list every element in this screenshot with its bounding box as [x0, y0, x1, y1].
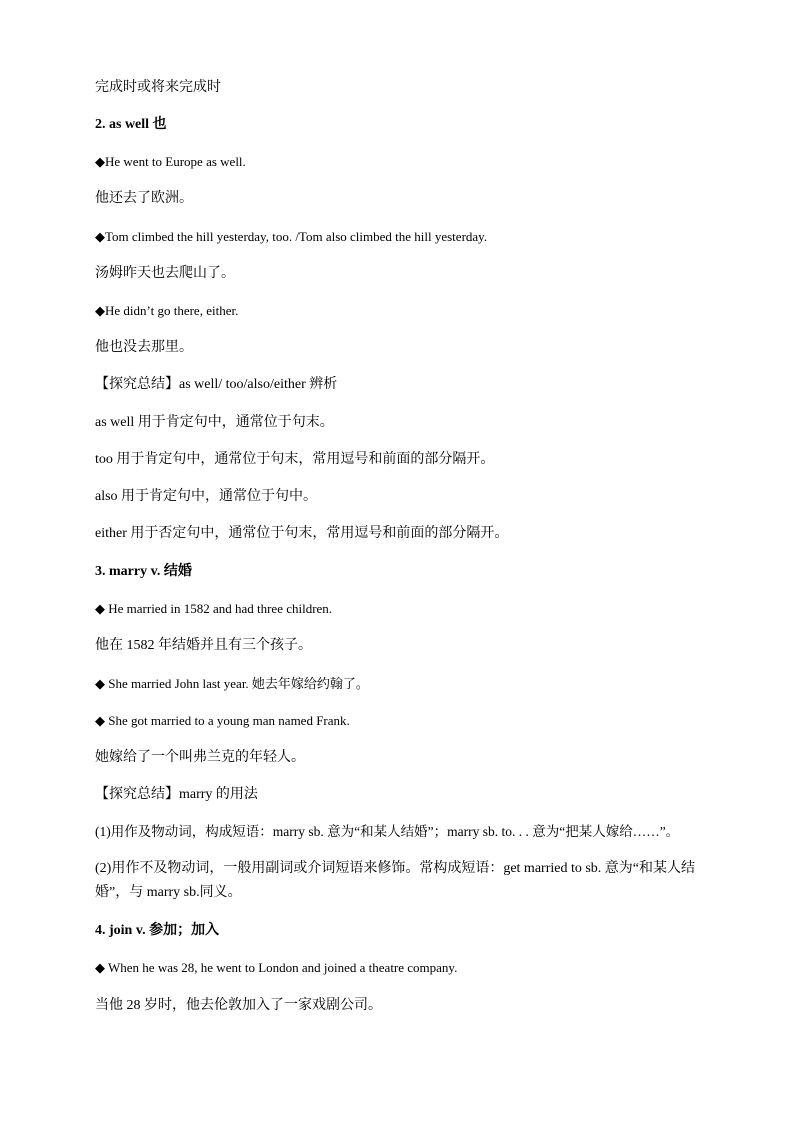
- example-sentence: ◆ When he was 28, he went to London and joined a theatre company.: [95, 960, 458, 975]
- summary-point: also 用于肯定句中，通常位于句中。: [95, 489, 318, 504]
- example-translation: 当他 28 岁时，他去伦敦加入了一家戏剧公司。: [95, 998, 382, 1013]
- section-heading-join: 4. join v. 参加；加入: [95, 923, 220, 938]
- summary-heading: 【探究总结】marry 的用法: [95, 787, 258, 802]
- summary-point: too 用于肯定句中，通常位于句末，常用逗号和前面的部分隔开。: [95, 452, 495, 467]
- example-sentence: ◆ She married John last year. 她去年嫁给约翰了。: [95, 676, 369, 691]
- example-translation: 他在 1582 年结婚并且有三个孩子。: [95, 638, 312, 653]
- section-heading-marry: 3. marry v. 结婚: [95, 564, 192, 579]
- example-sentence: ◆ She got married to a young man named Frank.: [95, 713, 350, 728]
- example-sentence: ◆He went to Europe as well.: [95, 154, 246, 169]
- example-sentence: ◆ He married in 1582 and had three children.: [95, 601, 333, 616]
- summary-point: (1)用作及物动词，构成短语：marry sb. 意为“和某人结婚”；marry sb. to. . . 意为“把某人嫁给……”。: [95, 824, 680, 839]
- section-heading-as-well: 2. as well 也: [95, 117, 167, 132]
- example-translation: 他还去了欧洲。: [95, 191, 193, 206]
- example-translation: 她嫁给了一个叫弗兰克的年轻人。: [95, 750, 305, 765]
- example-translation: 他也没去那里。: [95, 340, 193, 355]
- summary-heading: 【探究总结】as well/ too/also/either 辨析: [95, 377, 338, 392]
- summary-point: (2)用作不及物动词，一般用副词或介词短语来修饰。常构成短语：get married to sb. 意为“和某人结婚”，与 marry sb.同义。: [95, 861, 696, 900]
- summary-point: either 用于否定句中，通常位于句末，常用逗号和前面的部分隔开。: [95, 526, 509, 541]
- example-sentence: ◆He didn’t go there, either.: [95, 303, 239, 318]
- intro-fragment: 完成时或将来完成时: [95, 80, 221, 95]
- example-sentence: ◆Tom climbed the hill yesterday, too. /Tom also climbed the hill yesterday.: [95, 229, 488, 244]
- summary-point: as well 用于肯定句中，通常位于句末。: [95, 415, 334, 430]
- example-translation: 汤姆昨天也去爬山了。: [95, 266, 235, 281]
